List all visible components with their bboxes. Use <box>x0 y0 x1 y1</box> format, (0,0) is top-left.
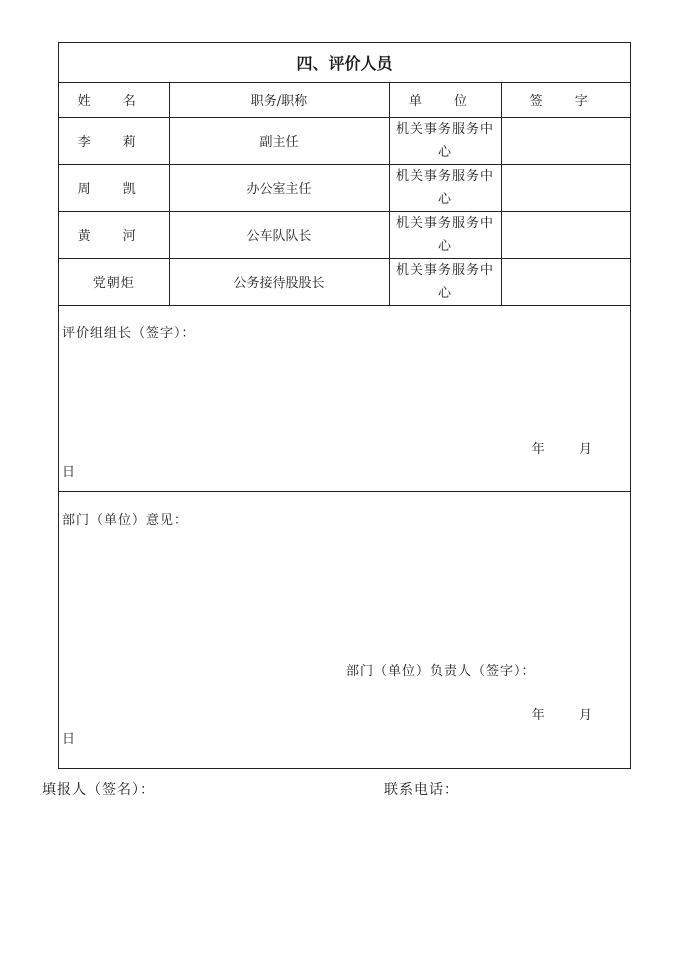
cell-unit: 机关事务服务中心 <box>389 117 501 164</box>
cell-position: 副主任 <box>169 117 389 164</box>
department-month: 月 <box>578 708 592 723</box>
header-unit: 单 位 <box>389 83 501 117</box>
table-header-row <box>59 83 630 117</box>
table-row <box>59 211 630 258</box>
cell-signature[interactable] <box>501 164 630 211</box>
cell-position: 办公室主任 <box>169 164 389 211</box>
cell-name: 李 莉 <box>59 117 169 164</box>
leader-signature-section[interactable] <box>59 305 630 492</box>
cell-name: 周 凯 <box>59 164 169 211</box>
table-row <box>59 258 630 305</box>
cell-signature[interactable] <box>501 117 630 164</box>
cell-signature[interactable] <box>501 211 630 258</box>
evaluation-form <box>58 42 631 769</box>
department-date-year-month <box>532 704 592 723</box>
leader-label: 评价组组长（签字）： <box>62 326 196 341</box>
cell-unit: 机关事务服务中心 <box>389 258 501 305</box>
header-name: 姓 名 <box>59 83 169 117</box>
department-opinion-section[interactable] <box>59 492 630 768</box>
filler-signature-label: 填报人（签名）： <box>42 782 155 798</box>
cell-signature[interactable] <box>501 258 630 305</box>
evaluators-table <box>59 83 630 306</box>
cell-unit: 机关事务服务中心 <box>389 211 501 258</box>
leader-day: 日 <box>62 465 76 480</box>
leader-month: 月 <box>578 442 592 457</box>
section-title: 四、评价人员 <box>59 43 630 83</box>
phone-label: 联系电话： <box>384 782 459 798</box>
cell-name: 党朝炬 <box>59 258 169 305</box>
leader-date-year-month <box>532 438 592 457</box>
cell-position: 公务接待股股长 <box>169 258 389 305</box>
cell-unit: 机关事务服务中心 <box>389 164 501 211</box>
header-signature: 签 字 <box>501 83 630 117</box>
cell-position: 公车队队长 <box>169 211 389 258</box>
table-row <box>59 164 630 211</box>
leader-year: 年 <box>531 442 545 457</box>
department-responsible-label: 部门（单位）负责人（签字）： <box>346 664 536 679</box>
department-day: 日 <box>62 732 76 747</box>
department-year: 年 <box>531 708 545 723</box>
table-row <box>59 117 630 164</box>
department-label: 部门（单位）意见： <box>62 513 189 528</box>
header-position: 职务/职称 <box>169 83 389 117</box>
cell-name: 黄 河 <box>59 211 169 258</box>
